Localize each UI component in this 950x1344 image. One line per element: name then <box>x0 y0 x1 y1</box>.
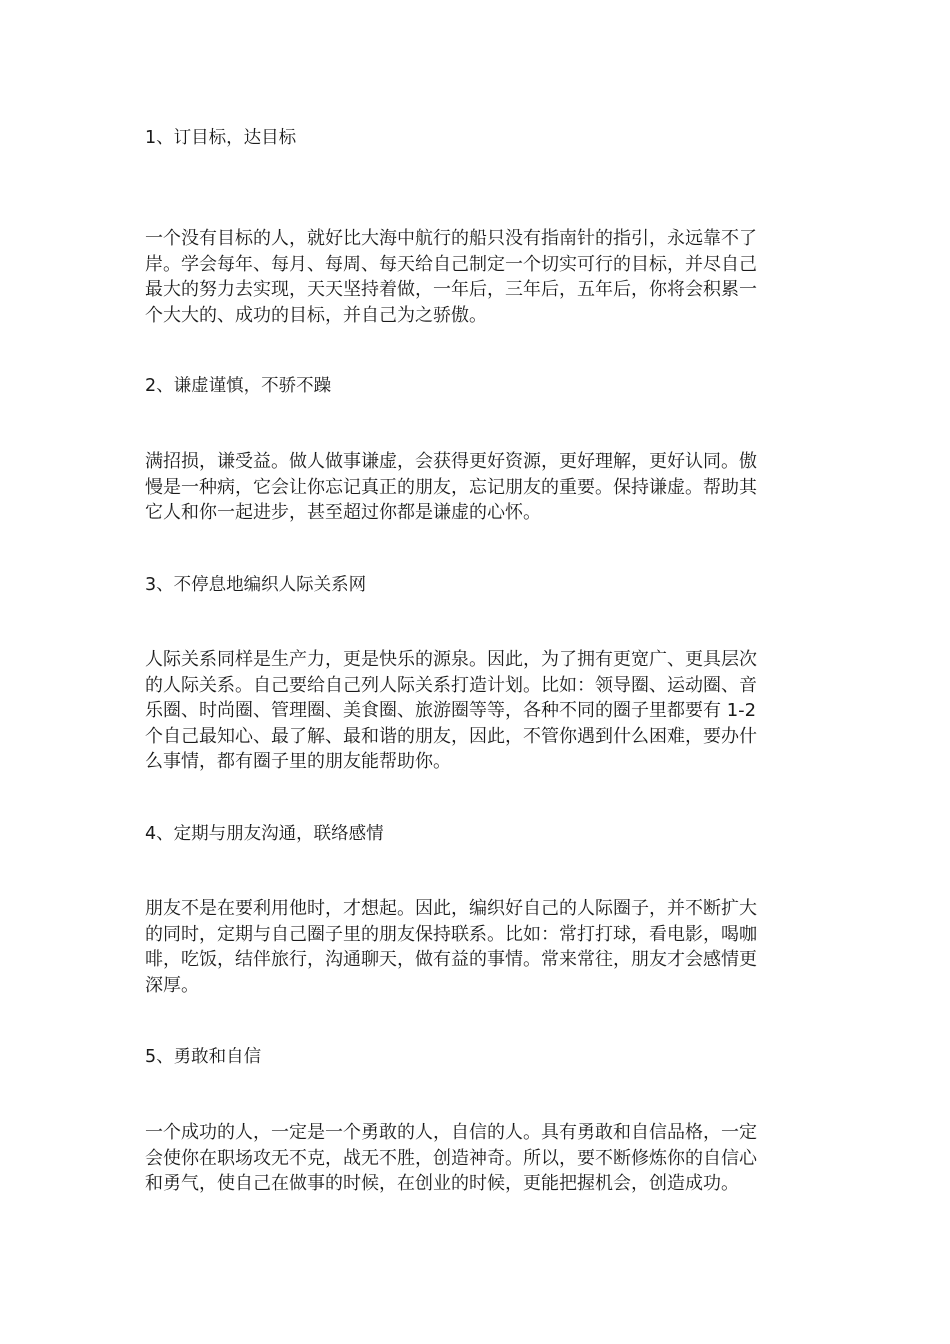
paragraph-line: 人际关系同样是生产力，更是快乐的源泉。因此，为了拥有更宽广、更具层次 <box>145 649 757 670</box>
section-1-heading: 1、订目标，达目标 <box>145 128 297 148</box>
section-4-paragraph <box>145 896 810 998</box>
paragraph-line: 么事情，都有圈子里的朋友能帮助你。 <box>145 751 451 772</box>
paragraph-line: 岸。学会每年、每月、每周、每天给自己制定一个切实可行的目标，并尽自己 <box>145 253 757 275</box>
section-3-paragraph <box>145 647 810 775</box>
section-5-heading: 5、勇敢和自信 <box>145 1047 262 1067</box>
paragraph-line: 个大大的、成功的目标，并自己为之骄傲。 <box>145 304 487 326</box>
paragraph-line: 的同时，定期与自己圈子里的朋友保持联系。比如：常打打球，看电影，喝咖 <box>145 923 757 945</box>
paragraph-line: 和勇气，使自己在做事的时候，在创业的时候，更能把握机会，创造成功。 <box>145 1173 739 1194</box>
section-2-heading: 2、谦虚谨慎，不骄不躁 <box>145 376 332 396</box>
paragraph-line: 它人和你一起进步，甚至超过你都是谦虚的心怀。 <box>145 502 541 523</box>
paragraph-line: 一个成功的人，一定是一个勇敢的人，自信的人。具有勇敢和自信品格，一定 <box>145 1122 757 1143</box>
paragraph-line: 深厚。 <box>145 974 199 996</box>
section-4-heading: 4、定期与朋友沟通，联络感情 <box>145 824 384 844</box>
paragraph-line: 一个没有目标的人，就好比大海中航行的船只没有指南针的指引，永远靠不了 <box>145 228 757 249</box>
section-3-heading: 3、不停息地编织人际关系网 <box>145 575 367 595</box>
section-2-paragraph <box>145 449 810 526</box>
paragraph-line: 乐圈、时尚圈、管理圈、美食圈、旅游圈等等，各种不同的圈子里都要有 1-2 <box>145 700 757 721</box>
paragraph-line: 的人际关系。自己要给自己列人际关系打造计划。比如：领导圈、运动圈、音 <box>145 674 757 696</box>
paragraph-line: 会使你在职场攻无不克，战无不胜，创造神奇。所以，要不断修炼你的自信心 <box>145 1147 757 1169</box>
paragraph-line: 最大的努力去实现，天天坚持着做，一年后，三年后，五年后，你将会积累一 <box>145 279 757 300</box>
section-1-paragraph <box>145 226 810 328</box>
paragraph-line: 个自己最知心、最了解、最和谐的朋友，因此，不管你遇到什么困难，要办什 <box>145 725 757 747</box>
paragraph-line: 朋友不是在要利用他时，才想起。因此，编织好自己的人际圈子，并不断扩大 <box>145 898 757 919</box>
section-5-paragraph <box>145 1120 810 1197</box>
paragraph-line: 满招损，谦受益。做人做事谦虚，会获得更好资源，更好理解，更好认同。傲 <box>145 451 757 472</box>
paragraph-line: 啡，吃饭，结伴旅行，沟通聊天，做有益的事情。常来常往，朋友才会感情更 <box>145 949 757 970</box>
paragraph-line: 慢是一种病，它会让你忘记真正的朋友，忘记朋友的重要。保持谦虚。帮助其 <box>145 476 757 498</box>
